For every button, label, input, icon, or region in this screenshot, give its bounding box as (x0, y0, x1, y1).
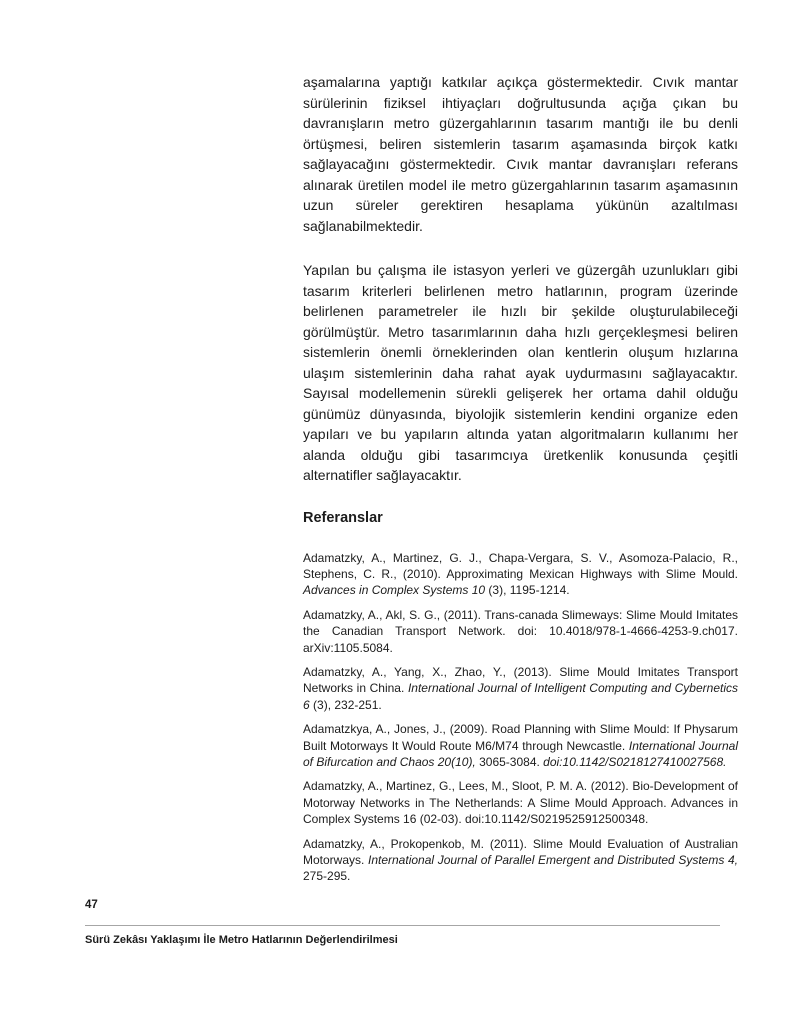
reference-text: 275-295. (303, 869, 351, 884)
reference-journal: Advances in Complex Systems 10 (303, 583, 486, 598)
reference-item (303, 607, 738, 656)
footer-title: Sürü Zekâsı Yaklaşımı İle Metro Hatlarının Değerlendirilmesi (85, 934, 398, 946)
reference-item (303, 550, 738, 599)
reference-doi: doi:10.1142/S0218127410027568. (543, 754, 727, 769)
reference-text: 3065-3084. (475, 754, 544, 769)
references-heading: Referanslar (303, 509, 383, 526)
page-number: 47 (85, 899, 98, 911)
body-paragraph: aşamalarına yaptığı katkılar açıkça göstermektedir. Cıvık mantar sürülerinin fiziksel ihtiyaçları doğrultusunda açığa çıkan bu davranışların metro güzergahlarının tasarım mantığı ile bu denli örtüşmesi, beliren sistemlerin tasarım aşamasında birçok katkı sağlayacağını göstermektedir. Cıvık mantar davranışları referans alınarak üretilen model ile metro güzergahlarının tasarım aşamasının uzun süreler gerektiren hesaplama yükünün azaltılması sağlanabilmektedir. (303, 74, 738, 234)
reference-text: Adamatzky, A., Yang, X., Zhao, Y., (2013). Slime Mould Imitates Transport Networks in China. (303, 664, 738, 696)
reference-item (303, 721, 738, 770)
reference-journal: International Journal of Parallel Emergent and Distributed Systems 4, (368, 853, 738, 867)
reference-text: Adamatzkya, A., Jones, J., (2009). Road Planning with Slime Mould: If Physarum Built Motorways It Would Route M6/M74 through Newcastle. (303, 722, 738, 753)
references-list (303, 550, 738, 885)
reference-item (303, 664, 738, 713)
reference-text: Adamatzky, A., Prokopenkob, M. (2011). Slime Mould Evaluation of Australian Motorways. (303, 836, 738, 867)
reference-text: (3), 1195-1214. (485, 583, 570, 598)
page-body (303, 72, 738, 893)
reference-text: Adamatzky, A., Martinez, G. J., Chapa-Vergara, S. V., Asomoza-Palacio, R., Stephens, C. R., (2010). Approximating Mexican Highways with Slime Mould. (303, 550, 738, 581)
reference-journal: International Journal of Intelligent Computing and Cybernetics 6 (303, 681, 738, 712)
reference-item (303, 778, 738, 827)
page-footer (85, 898, 720, 947)
footer-divider (85, 925, 720, 926)
reference-text: Adamatzky, A., Akl, S. G., (2011). Trans-canada Slimeways: Slime Mould Imitates the Canadian Transport Network. doi: 10.4018/978-1-4666-4253-9.ch017. arXiv:1105.5084. (303, 607, 738, 655)
reference-text: (3), 232-251. (309, 697, 382, 712)
reference-journal: International Journal of Bifurcation and Chaos 20(10), (303, 738, 738, 769)
body-paragraph: Yapılan bu çalışma ile istasyon yerleri ve güzergâh uzunlukları gibi tasarım kriterleri belirlenen metro hatlarının, program üzerinde belirlenen parametreler ile hızlı bir şekilde oluşturulabileceği görülmüştür. Metro tasarımlarının daha hızlı gerçekleşmesi beliren sistemlerin önemli örneklerinden olan kentlerin oluşum hızlarına ulaşım sistemlerinin daha rahat ayak uydurmasını sağlayacaktır. Sayısal modellemenin sürekli gelişerek her ortama dahil olduğu günümüz dünyasında, biyolojik sistemlerin kendini organize eden yapıları ve bu yapıların altında yatan algoritmaların kullanımı her alanda olduğu gibi tasarımcıya üretkenlik konusunda çeşitli alternatifler sağlayacaktır. (303, 262, 738, 483)
reference-text: Adamatzky, A., Martinez, G., Lees, M., Sloot, P. M. A. (2012). Bio-Development of Motorway Networks in The Netherlands: A Slime Mould Approach. Advances in Complex Systems 16 (02-03). doi:10.1142/S0219525912500348. (303, 779, 738, 827)
reference-item (303, 836, 738, 885)
